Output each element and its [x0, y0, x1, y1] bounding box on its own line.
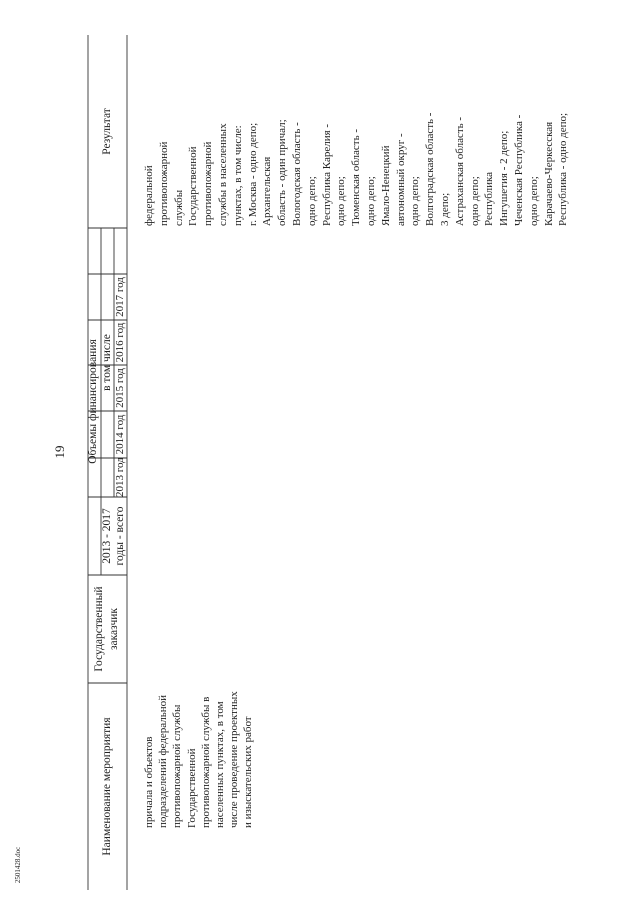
result-line: Ямало-Ненецкий: [379, 145, 392, 226]
header-year-2017: 2017 год: [114, 277, 126, 317]
header-total-line1: 2013 - 2017: [101, 508, 113, 564]
header-year-2013: 2013 год: [114, 457, 126, 497]
result-line: Республика: [483, 171, 496, 226]
result-line: пунктах, в том числе:: [231, 125, 244, 226]
result-line: Тюменская область -: [350, 128, 363, 226]
result-line: Государственной: [187, 146, 200, 226]
result-line: г. Москва - одно депо;: [246, 122, 259, 226]
result-line: службы: [172, 189, 185, 226]
row-name-cell: [142, 683, 256, 828]
result-line: Республика - одно депо;: [557, 112, 570, 226]
row-name-line: числе проведение проектных: [228, 691, 241, 828]
header-customer-line2: заказчик: [108, 608, 120, 651]
row-name-line: противопожарной службы: [171, 704, 184, 828]
rotated-table-page: [87, 35, 577, 890]
result-line: федеральной: [143, 165, 155, 226]
result-line: одно депо;: [364, 176, 377, 226]
result-line: Волгоградская область -: [424, 112, 437, 226]
header-year-2014: 2014 год: [114, 414, 126, 455]
row-name-line: населенных пунктах, в том: [214, 701, 227, 828]
header-including: в том числе: [101, 334, 113, 391]
row-name-line: подразделений федеральной: [157, 694, 170, 828]
page-number: 19: [52, 445, 67, 459]
result-line: Карачаево-Черкесская: [542, 121, 555, 226]
result-line: противопожарной: [202, 141, 215, 226]
header-funding: Объемы финансирования: [87, 339, 99, 464]
row-result-cell: [142, 35, 571, 226]
header-result: Результат: [101, 108, 113, 155]
result-line: автономный округ -: [394, 133, 407, 226]
result-line: Чеченская Республика -: [512, 114, 525, 226]
row-name-line: Государственной: [185, 748, 198, 828]
result-line: противопожарной: [157, 141, 170, 226]
header-total-line2: годы - всего: [114, 506, 126, 566]
result-line: Вологодская область -: [290, 122, 303, 226]
result-line: одно депо;: [335, 176, 348, 226]
header-year-2015: 2015 год: [114, 368, 126, 408]
row-name-line: противопожарной службы в: [199, 696, 212, 828]
header-customer-line1: Государственный: [93, 586, 105, 672]
result-line: 3 депо;: [438, 192, 451, 226]
result-line: одно депо;: [468, 176, 481, 226]
result-line: Архангельская: [261, 156, 274, 226]
row-name-line: и изыскательских работ: [242, 716, 255, 828]
row-name-line: причала и объектов: [143, 736, 155, 828]
document-code: 2501428.doc: [14, 846, 22, 884]
result-line: одно депо;: [409, 176, 422, 226]
result-line: область - один причал;: [276, 119, 289, 226]
result-line: Республика Карелия -: [320, 123, 333, 226]
result-line: одно депо;: [527, 176, 540, 226]
result-line: одно депо;: [305, 176, 318, 226]
result-line: Ингушетия - 2 депо;: [498, 130, 511, 226]
header-year-2016: 2016 год: [114, 322, 126, 363]
result-line: Астраханская область -: [453, 116, 466, 226]
header-name: Наименование мероприятия: [101, 717, 113, 856]
result-line: службы в населенных: [216, 123, 229, 226]
